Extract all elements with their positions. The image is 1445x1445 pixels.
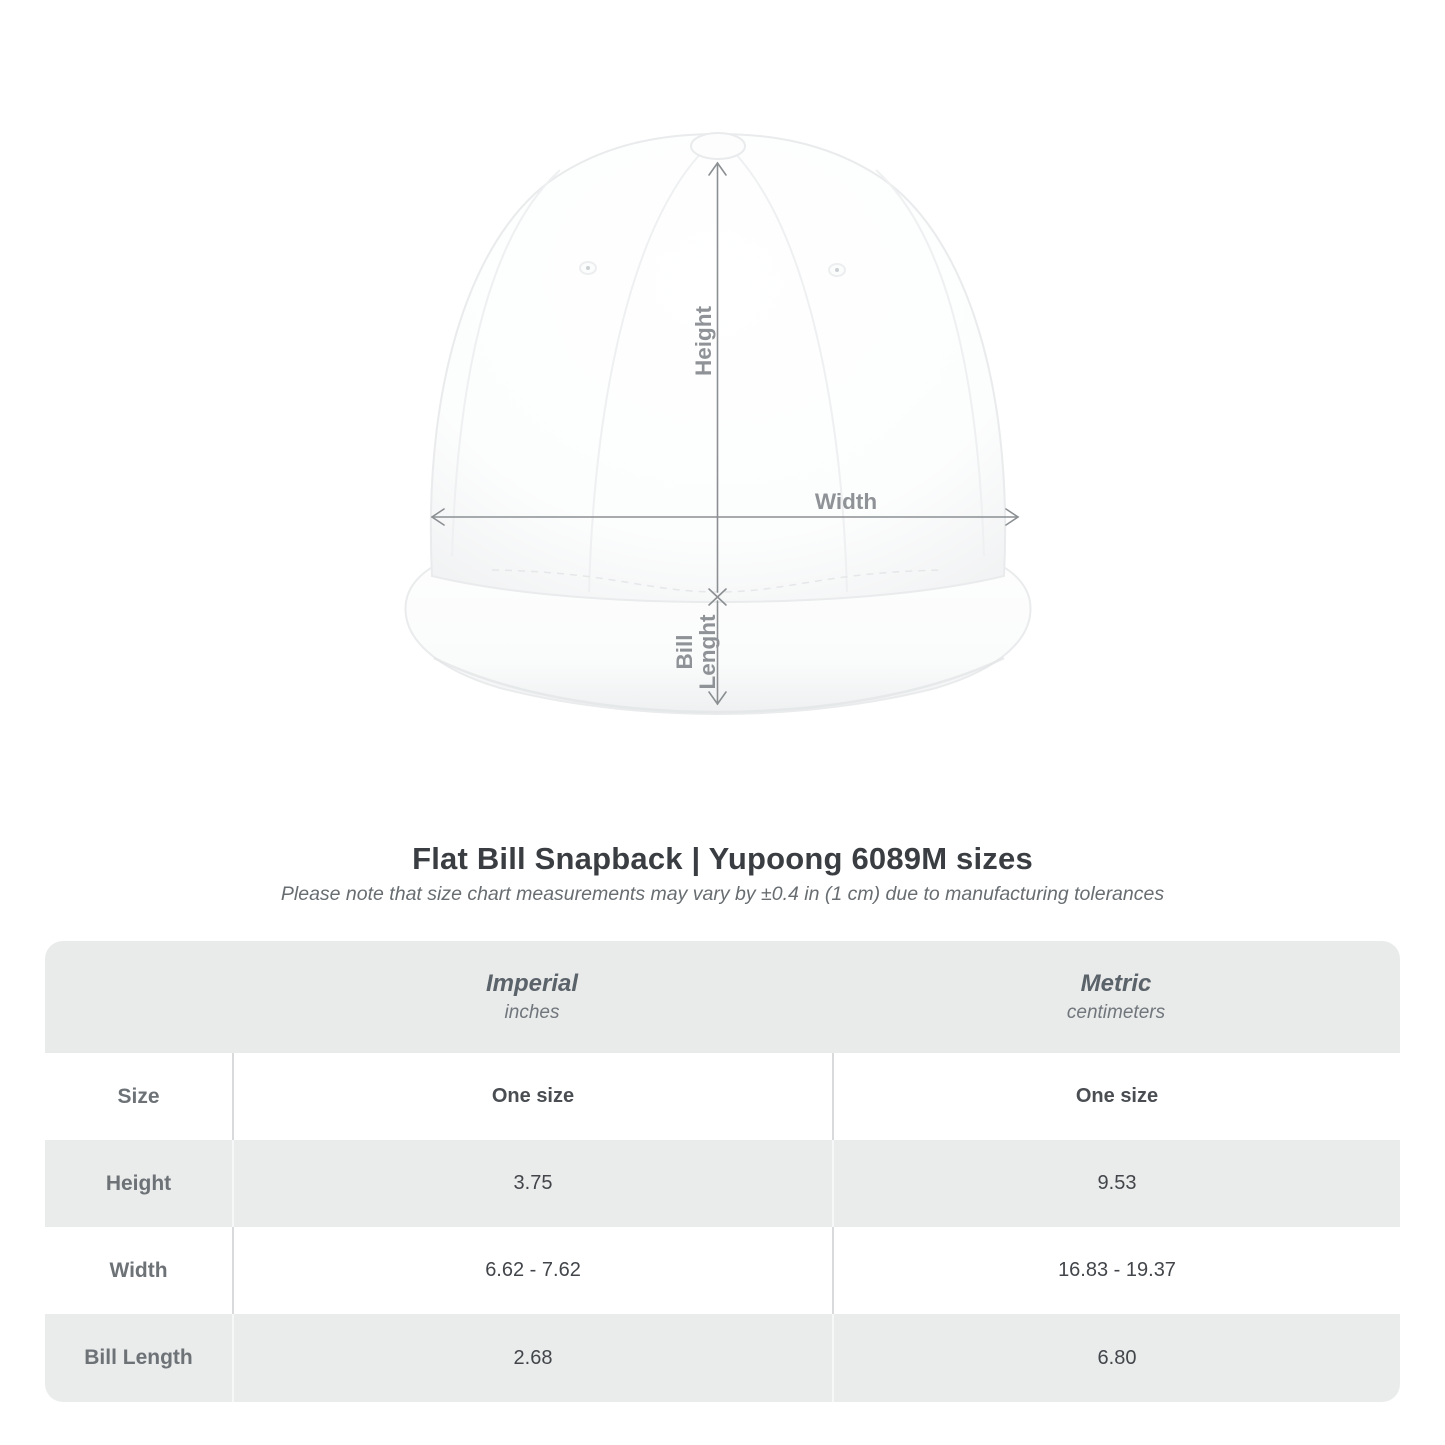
- metric-header-label: Metric: [1080, 970, 1152, 997]
- bill-length-label-line1: Bill: [672, 634, 697, 670]
- metric-value-cell: 16.83 - 19.37: [832, 1227, 1400, 1314]
- height-label: Height: [691, 306, 716, 376]
- table-header-corner-cell: [45, 941, 232, 1053]
- imperial-header-label: Imperial: [485, 970, 579, 997]
- hat-button: [691, 133, 745, 159]
- table-row-bill-length: [45, 1314, 1400, 1402]
- table-row-height: [45, 1140, 1400, 1227]
- metric-header-unit: centimeters: [1066, 1002, 1166, 1023]
- row-label-cell: Height: [105, 1171, 172, 1195]
- table-header-imperial: [232, 941, 832, 1053]
- width-label: Width: [814, 489, 878, 514]
- imperial-value-cell: 3.75: [232, 1140, 832, 1227]
- eyelet-left: [580, 262, 596, 274]
- imperial-value-cell: 6.62 - 7.62: [232, 1227, 832, 1314]
- table-header-row: [45, 941, 1400, 1053]
- metric-value-cell: One size: [832, 1053, 1400, 1140]
- imperial-value-cell: One size: [232, 1053, 832, 1140]
- table-row-size: [45, 1053, 1400, 1140]
- page-title: Flat Bill Snapback | Yupoong 6089M sizes: [412, 841, 1033, 876]
- eyelet-right: [829, 264, 845, 276]
- bill-length-label-line2: Lenght: [695, 614, 720, 690]
- table-header-metric: [832, 941, 1400, 1053]
- imperial-value-cell: 2.68: [232, 1314, 832, 1402]
- imperial-header-unit: inches: [504, 1002, 560, 1023]
- row-label-cell: Size: [117, 1084, 160, 1108]
- metric-value-cell: 6.80: [832, 1314, 1400, 1402]
- row-label-cell: Width: [109, 1258, 168, 1282]
- row-label-cell: Bill Length: [84, 1346, 193, 1369]
- metric-value-cell: 9.53: [832, 1140, 1400, 1227]
- size-table: [45, 941, 1400, 1402]
- table-row-width: [45, 1227, 1400, 1314]
- page-subtitle: Please note that size chart measurements may vary by ±0.4 in (1 cm) due to manufacturing tolerances: [280, 883, 1165, 905]
